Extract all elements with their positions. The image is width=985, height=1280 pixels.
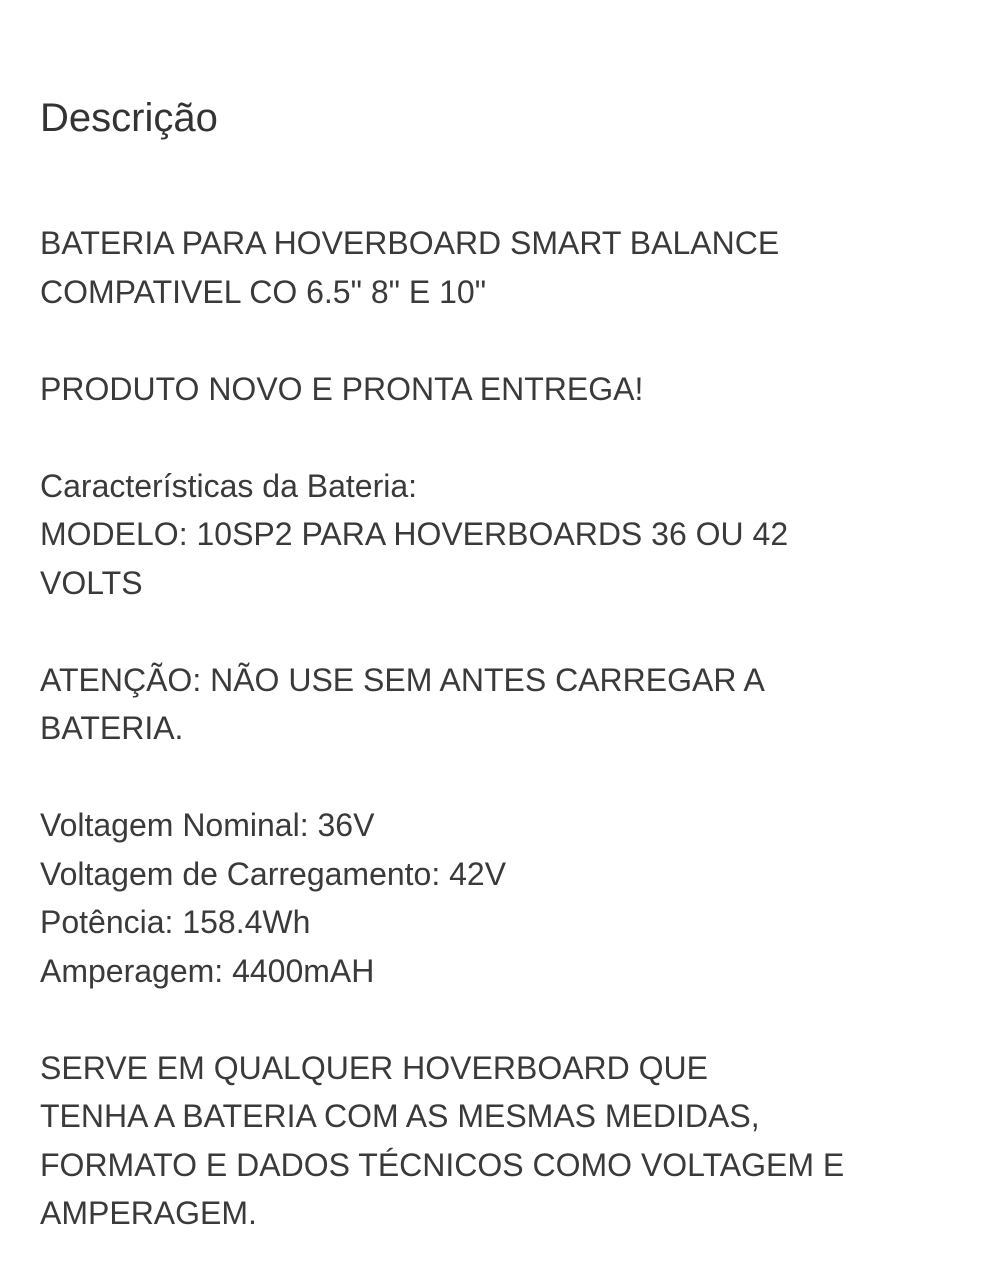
description-line: Características da Bateria: [40,467,418,504]
description-paragraph-compatibility [40,1044,965,1238]
description-line: FORMATO E DADOS TÉCNICOS COMO VOLTAGEM E [40,1146,845,1183]
description-body [40,219,965,1238]
description-paragraph-title [40,219,965,316]
description-line: BATERIA. [40,710,184,746]
description-line: COMPATIVEL CO 6.5" 8" E 10" [40,273,487,310]
description-paragraph-availability [40,365,965,414]
spec-charging-voltage: Voltagem de Carregamento: 42V [40,855,507,892]
description-line: MODELO: 10SP2 PARA HOVERBOARDS 36 OU 42 [40,516,789,552]
description-paragraph-warning [40,656,965,753]
description-line: SERVE EM QUALQUER HOVERBOARD QUE [40,1049,708,1086]
description-paragraph-specs [40,801,965,995]
description-heading: Descrição [40,96,218,140]
description-line: AMPERAGEM. [40,1195,257,1231]
description-line: TENHA A BATERIA COM AS MESMAS MEDIDAS, [40,1098,760,1134]
spec-power: Potência: 158.4Wh [40,904,311,940]
spec-nominal-voltage: Voltagem Nominal: 36V [40,807,375,843]
description-line: VOLTS [40,564,143,601]
description-line: ATENÇÃO: NÃO USE SEM ANTES CARREGAR A [40,661,765,698]
description-line: BATERIA PARA HOVERBOARD SMART BALANCE [40,225,780,261]
description-paragraph-characteristics [40,462,965,608]
spec-amperage: Amperagem: 4400mAH [40,952,375,989]
description-line: PRODUTO NOVO E PRONTA ENTREGA! [40,370,644,407]
